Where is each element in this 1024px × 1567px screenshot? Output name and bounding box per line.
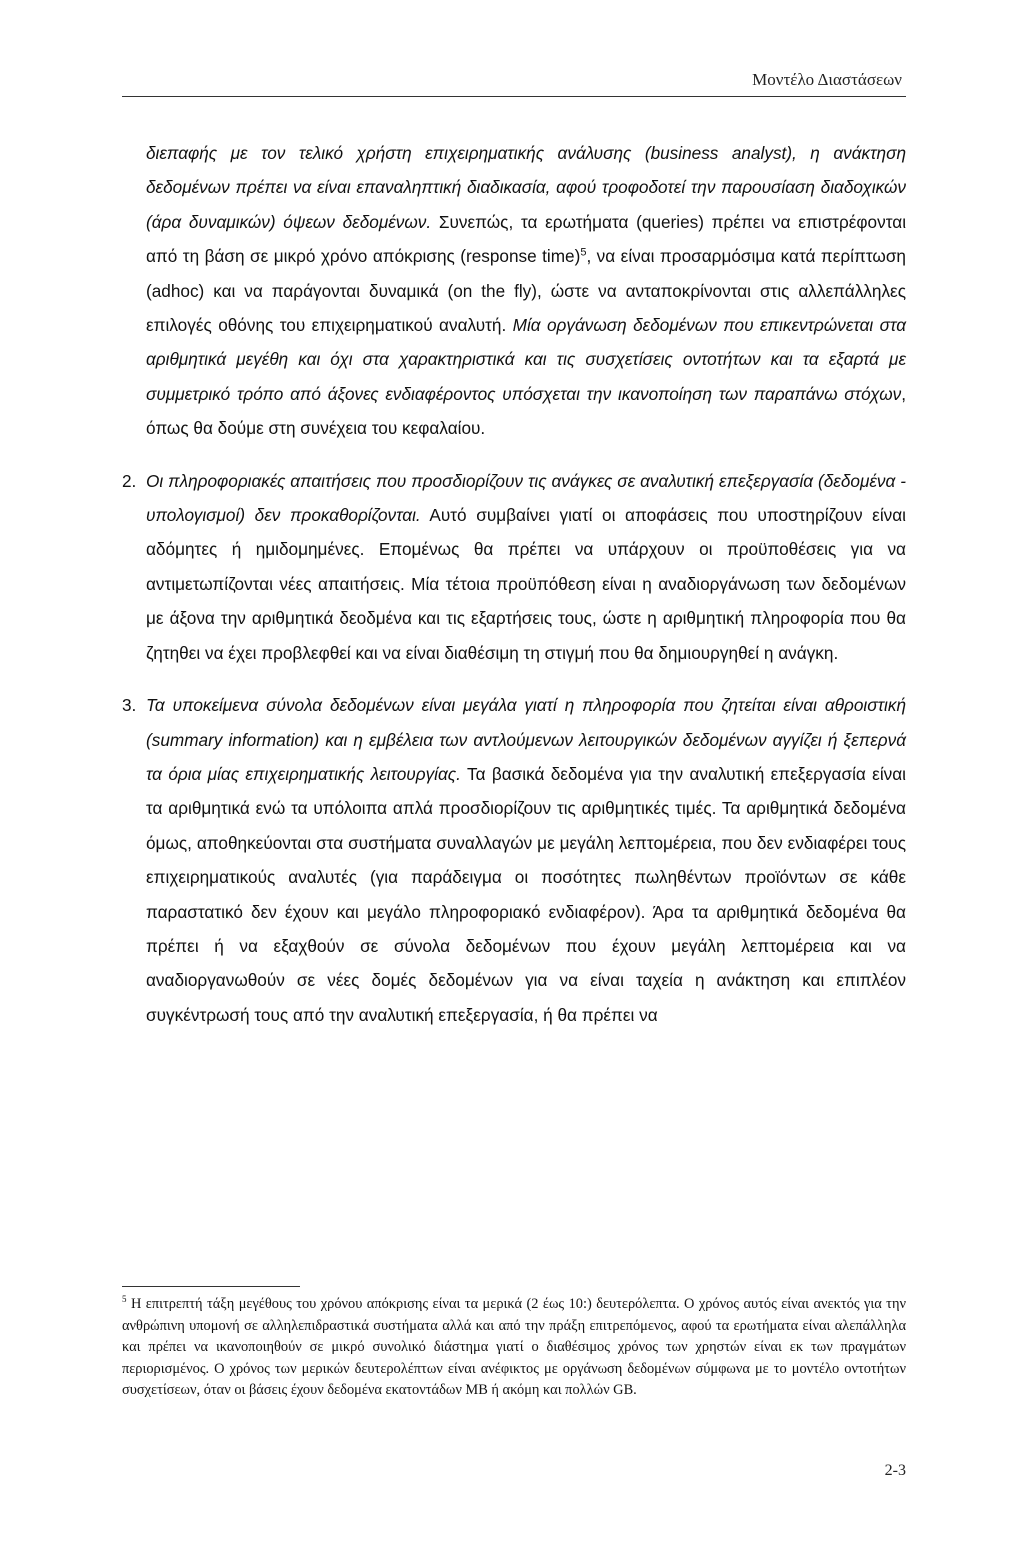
list-item-3 [122,688,906,1032]
intro-text-3: , όπως θα δούμε στη συνέχεια του κεφαλαίου. [146,383,906,439]
header-rule [122,96,906,97]
footnote-text: Η επιτρεπτή τάξη μεγέθους του χρόνου απόκρισης είναι τα μερικά (2 έως 10:) δευτερόλεπτα. Ο χρόνος αυτός είναι ανεκτός για την ανθρώπινη υπομονή σε αλληλεπιδραστικά συστήματα αλλά και από την πράξη επιτρεπόμενος, αφού τα ερωτήματα είναι αλεπάλληλα και πρέπει να ικανοποιηθούν σε μικρό συνολικό διάστημα γιατί ο διαθέσιμος χρόνος των χρηστών είναι εκ των πραγμάτων περιορισμένος. Ο χρόνος των μερικών δευτερολέπτων είναι ανέφικτος με οργάνωση δεδομένων σύμφωνα με το μοντέλο οντοτήτων συσχετίσεων, όταν οι βάσεις έχουν δεδομένα εκατοντάδων MB ή ακόμη και πολλών GB. [122,1296,906,1399]
list-item-text: Τα βασικά δεδομένα για την αναλυτική επεξεργασία είναι τα αριθμητικά ενώ τα υπόλοιπα απλά προσδιορίζουν τις αριθμητικές τιμές. Τα αριθμητικά δεδομένα όμως, αποθηκεύονται στα συστήματα συναλλαγών με μεγάλη λεπτομέρεια, που δεν ενδιαφέρει τους επιχειρηματικούς αναλυτές (για παράδειγμα οι ποσότητες πωληθέντων προϊόντων σε κάθε παραστατικό δεν έχουν και μεγάλο πληροφοριακό ενδιαφέρον). Άρα τα αριθμητικά δεδομένα θα πρέπει ή να εξαχθούν σε σύνολα δεδομένων που έχουν μεγάλη λεπτομέρεια και να αναδιοργανωθούν σε νέες δομές δεδομένων για να είναι ταχεία η ανάκτηση και επιπλέον συγκέντρωσή τους από την αναλυτική επεξεργασία, ή θα πρέπει να [146,763,906,1025]
list-number: 2. [122,470,137,491]
page-number: 2-3 [884,1462,906,1479]
running-header: Μοντέλο Διαστάσεων [752,70,902,89]
footnote [122,1294,906,1402]
intro-text-2: , να είναι προσαρμόσιμα κατά περίπτωση (adhoc) και να παράγονται δυναμικά (on the fly), ώστε να ανταποκρίνονται στις αλλεπάλληλες επιλογές οθόνης του επιχειρηματικού αναλυτή. [146,246,906,336]
footnote-marker: 5 [122,1294,127,1305]
intro-italic-1: διεπαφής με τον τελικό χρήστη επιχειρηματικής ανάλυσης (business analyst), η ανάκτηση δεδομένων πρέπει να είναι επαναληπτική διαδικασία, αφού τροφοδοτεί την παρουσίαση διαδοχικών (άρα δυναμικών) όψεων δεδομένων. [146,143,906,232]
list-item-2 [122,464,906,670]
list-item-text: Αυτό συμβαίνει γιατί οι αποφάσεις που υποστηρίζουν είναι αδόμητες ή ημιδομημένες. Επομένως θα πρέπει να υπάρχουν οι προϋποθέσεις για να αντιμετωπίζονται νέες απαιτήσεις. Μία τέτοια προϋπόθεση είναι η αναδιοργάνωση των δεδομένων με άξονα την αριθμητικά δεοδμένα και τις εξαρτήσεις τους, ώστε η αριθμητική πληροφορία που θα ζητηθει να έχει προβλεφθεί και να είναι διαθέσιμη τη στιγμή που θα δημιουργηθεί η ανάγκη. [146,505,907,663]
intro-paragraph [146,136,906,446]
footnote-reference[interactable]: 5 [580,246,587,259]
list-number: 3. [122,695,137,716]
list-item-italic: Τα υποκείμενα σύνολα δεδομένων είναι μεγάλα γιατί η πληροφορία που ζητείται είναι αθροιστική (summary information) και η εμβέλεια των αντλούμενων λειτουργικών δεδομένων αγγίζει ή ξεπερνά τα όρια μίας επιχειρηματικής λειτουργίας. [146,695,906,784]
list-item-body [146,688,906,1032]
list-item-italic: Οι πληροφοριακές απαιτήσεις που προσδιορίζουν τις ανάγκες σε αναλυτική επεξεργασία (δεδομένα - υπολογισμοί) δεν προκαθορίζονται. [146,470,906,526]
intro-text-1: Συνεπώς, τα ερωτήματα (queries) πρέπει να επιστρέφονται από τη βάση σε μικρό χρόνο απόκρισης (response time) [146,211,907,267]
footnote-rule [122,1286,300,1287]
list-item-body [146,464,906,670]
intro-italic-2: Μία οργάνωση δεδομένων που επικεντρώνεται στα αριθμητικά μεγέθη και όχι στα χαρακτηριστικά και τις συσχετίσεις οντοτήτων και τα εξαρτά με συμμετρικό τρόπο από άξονες ενδιαφέροντος υπόσχεται την ικανοποίηση των παραπάνω στόχων [146,315,906,404]
body-text [122,136,906,1032]
